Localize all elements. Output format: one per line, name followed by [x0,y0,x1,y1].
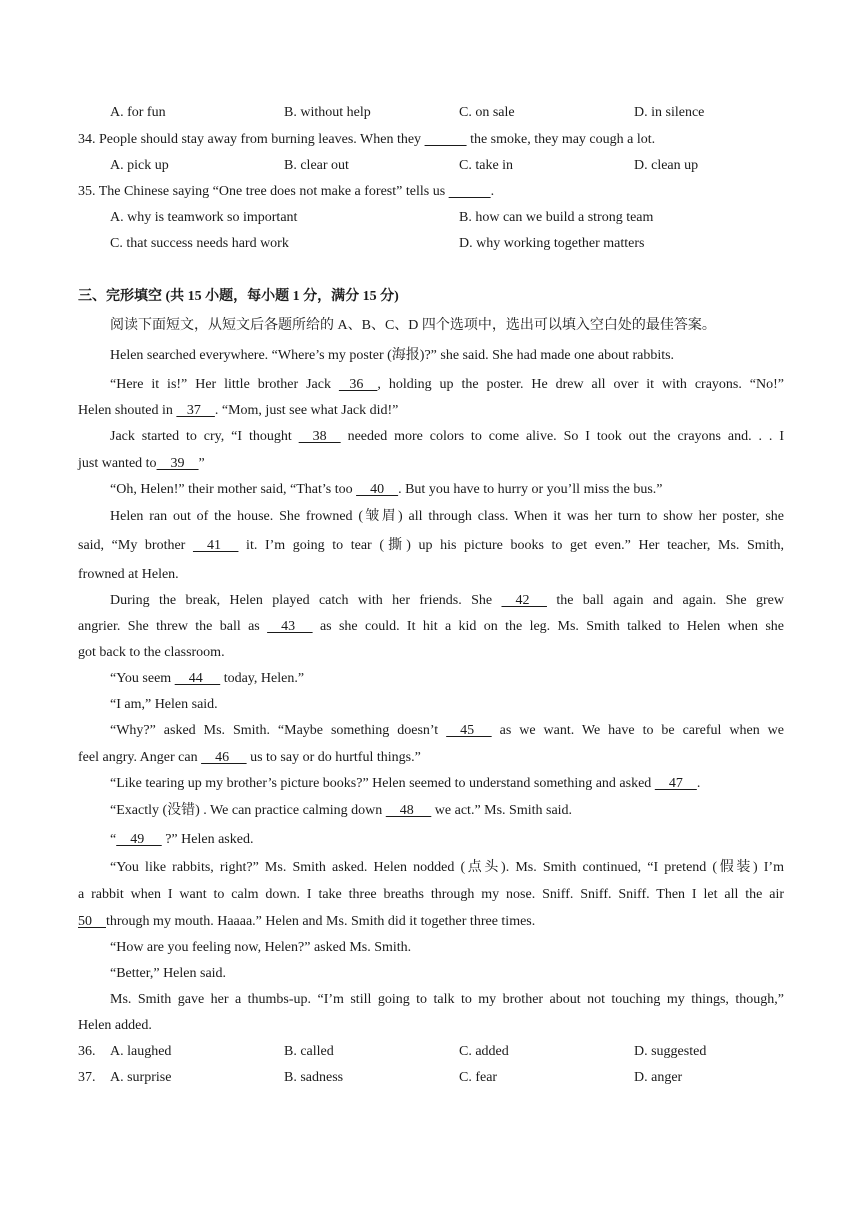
p9-text-d: us to say or do hurtful things.” [246,750,421,765]
question-35 [78,183,784,201]
blank-47: 47 [654,776,697,791]
blank-50: 50 [78,914,106,929]
prev-option-d: D. in silence [634,105,705,120]
blank-39: 39 [156,456,199,471]
passage-p1: Helen searched everywhere. “Where’s my poster (海报)?” she said. She had made one about rabbits. [110,348,675,363]
q36-option-d: D. suggested [634,1044,707,1059]
q34-option-a: A. pick up [110,158,169,173]
p11-text-a: “Exactly (没错) . We can practice calming down [110,803,386,818]
p3-text-b: needed more colors to come alive. So I took out the crayons and. . . I [340,429,784,444]
p2-text-a: “Here it is!” Her little brother Jack [110,377,339,392]
passage-p9-line1 [110,722,784,740]
passage-p5-line3: frowned at Helen. [78,567,179,582]
blank-46: 46 [201,750,247,765]
question-34 [78,131,784,149]
p2-text-b: , holding up the poster. He drew all over it with crayons. “No!” [377,377,784,392]
passage-p4 [110,481,784,499]
passage-p6-line2 [78,618,784,636]
section-3-instruction: 阅读下面短文，从短文后各题所给的 A、B、C、D 四个选项中，选出可以填入空白处的最佳答案。 [110,318,716,333]
passage-p3-line2 [78,455,784,473]
blank-49: 49 [116,832,162,847]
q37-number: 37. [78,1070,96,1085]
passage-p16-line1: Ms. Smith gave her a thumbs-up. “I’m still going to talk to my brother about not touching my things, though,” [110,992,784,1007]
q35-option-b: B. how can we build a strong team [459,210,654,225]
p6-text-c: angrier. She threw the ball as [78,619,268,634]
p12-text-b: ?” Helen asked. [161,832,254,847]
q35-stem-end: . [490,184,495,199]
blank-43: 43 [267,619,313,634]
prev-option-c: C. on sale [459,105,515,120]
p4-text-a: “Oh, Helen!” their mother said, “That’s too [110,482,357,497]
q35-option-a: A. why is teamwork so important [110,210,298,225]
blank-44: 44 [174,671,221,686]
p3-text-c: just wanted to [78,456,157,471]
passage-p2-line1 [110,376,784,394]
passage-p9-line2 [78,749,784,767]
p11-text-b: we act.” Ms. Smith said. [431,803,573,818]
p4-text-b: . But you have to hurry or you’ll miss the bus.” [398,482,663,497]
p6-text-b: the ball again and again. She grew [546,593,784,608]
p6-text-d: as she could. It hit a kid on the leg. Ms. Smith talked to Helen when she [312,619,784,634]
section-3-title: 三、完形填空 (共 15 小题，每小题 1 分，满分 15 分) [78,289,399,304]
p6-text-a: During the break, Helen played catch with her friends. She [110,593,502,608]
q34-option-b: B. clear out [284,158,349,173]
blank-37: 37 [176,403,215,418]
p3-text-a: Jack started to cry, “I thought [110,429,299,444]
q37-option-a: A. surprise [110,1070,172,1085]
p7-text-a: “You seem [110,671,175,686]
q36-option-b: B. called [284,1044,334,1059]
p10-text-a: “Like tearing up my brother’s picture books?” Helen seemed to understand something and asked [110,776,655,791]
p5-text-b: said, “My brother [78,538,193,553]
q34-option-d: D. clean up [634,158,699,173]
q34-option-c: C. take in [459,158,514,173]
passage-p5-line2 [78,537,784,555]
p5-text-c: it. I’m going to tear (撕) up his picture books to get even.” Her teacher, Ms. Smith, [238,538,784,553]
passage-p8: “I am,” Helen said. [110,697,218,712]
p9-text-a: “Why?” asked Ms. Smith. “Maybe something doesn’t [110,723,447,738]
blank-45: 45 [446,723,492,738]
q35-stem-start: 35. The Chinese saying “One tree does not make a forest” tells us [78,184,449,199]
q34-stem-end: the smoke, they may cough a lot. [466,132,656,147]
blank-40: 40 [356,482,399,497]
blank-42: 42 [501,593,547,608]
passage-p16-line2: Helen added. [78,1018,152,1033]
p2-text-d: . “Mom, just see what Jack did!” [214,403,399,418]
passage-p10 [110,775,784,793]
p13-text-c: through my mouth. Haaaa.” Helen and Ms. Smith did it together three times. [106,914,536,929]
q35-option-c: C. that success needs hard work [110,236,289,251]
p9-text-b: as we want. We have to be careful when we [491,723,784,738]
p2-text-c: Helen shouted in [78,403,177,418]
q36-option-c: C. added [459,1044,509,1059]
q36-number: 36. [78,1044,96,1059]
blank-48: 48 [385,803,432,818]
p3-text-d: ” [198,456,205,471]
p7-text-b: today, Helen.” [220,671,305,686]
q34-stem-start: 34. People should stay away from burning leaves. When they [78,132,425,147]
prev-option-b: B. without help [284,105,371,120]
passage-p2-line2 [78,402,784,420]
passage-p13-line1: “You like rabbits, right?” Ms. Smith asked. Helen nodded (点头). Ms. Smith continued, “I pretend (假装) I’m [110,860,784,875]
blank-36: 36 [338,377,378,392]
passage-p3-line1 [110,428,784,446]
passage-p13-line3 [78,913,784,931]
passage-p13-line2: a rabbit when I want to calm down. I take three breaths through my nose. Sniff. Sniff. Sniff. Then I let all the air [78,887,784,902]
passage-p6-line3: got back to the classroom. [78,645,225,660]
prev-option-a: A. for fun [110,105,166,120]
p12-text-a: “ [110,832,117,847]
passage-p7 [110,670,784,688]
q34-blank [425,131,467,149]
p10-text-b: . [696,776,701,791]
q37-option-c: C. fear [459,1070,498,1085]
passage-p5-line1: Helen ran out of the house. She frowned (皱眉) all through class. When it was her turn to show her poster, she [110,509,784,524]
passage-p12 [110,831,784,849]
q35-blank [449,183,491,201]
q35-option-d: D. why working together matters [459,236,645,251]
blank-38: 38 [298,429,341,444]
blank-41: 41 [192,538,239,553]
q37-option-b: B. sadness [284,1070,344,1085]
p9-text-c: feel angry. Anger can [78,750,202,765]
q36-option-a: A. laughed [110,1044,172,1059]
passage-p6-line1 [110,592,784,610]
passage-p11 [110,802,784,820]
passage-p14: “How are you feeling now, Helen?” asked Ms. Smith. [110,940,412,955]
passage-p15: “Better,” Helen said. [110,966,227,981]
q37-option-d: D. anger [634,1070,683,1085]
